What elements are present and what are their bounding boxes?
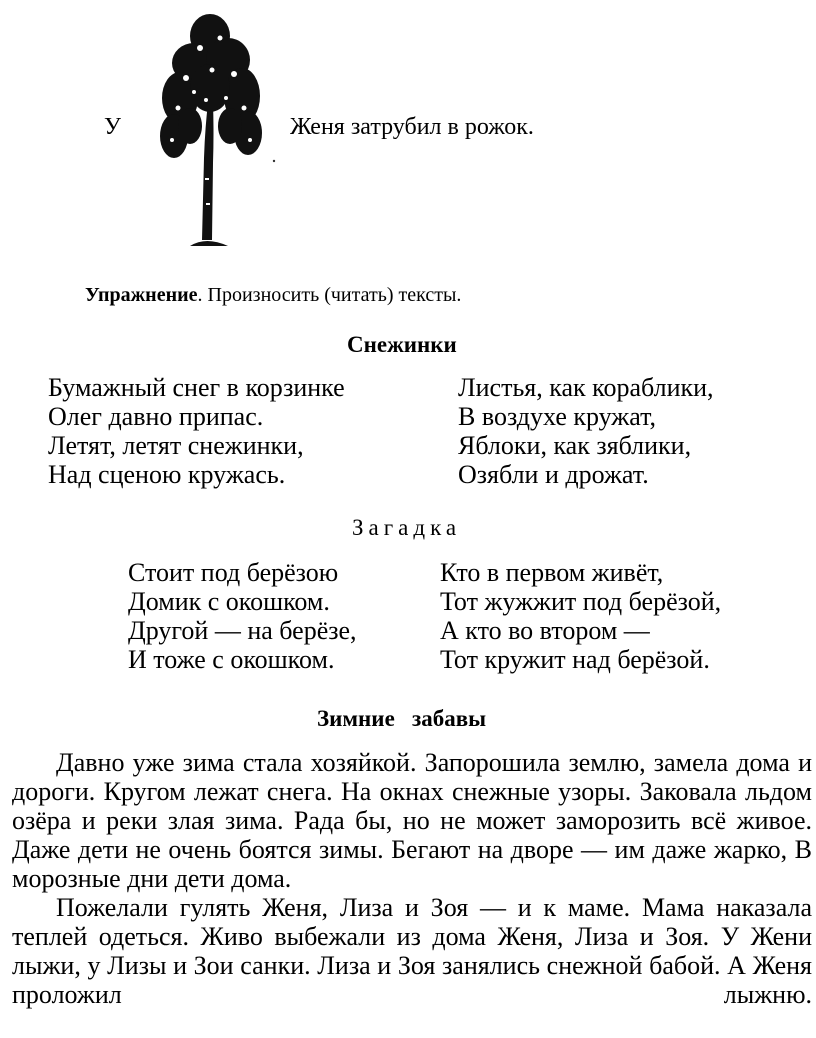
- story-paragraph: Давно уже зима стала хозяйкой. Запорошила землю, замела дома и дороги. Кругом лежат снега. На окнах снежные узоры. Заковала льдом озёра и реки злая зима. Рада бы, но не может заморозить всё живое. Даже дети не очень боятся зимы. Бегают на дворе — им даже жарко, В морозные дни дети дома.: [12, 748, 812, 893]
- poem-line: Олег давно припас.: [48, 402, 264, 431]
- birch-tree-icon: [150, 8, 280, 248]
- poem1-title: Снежинки: [347, 332, 457, 357]
- poem-line: Над сценою кружась.: [48, 460, 286, 489]
- poem2-left-column: [128, 558, 357, 674]
- poem-line: В воздухе кружат,: [458, 402, 657, 431]
- poem-line: Кто в первом живёт,: [440, 558, 664, 587]
- poem-line: И тоже с окошком.: [128, 645, 335, 674]
- top-letter: У: [104, 114, 121, 140]
- poem-line: Яблоки, как зяблики,: [458, 431, 692, 460]
- poem-line: Стоит под берёзою: [128, 558, 339, 587]
- story-paragraph: Пожелали гулять Женя, Лиза и Зоя — и к маме. Мама наказала теплей одеться. Живо выбежали из дома Женя, Лиза и Зоя. У Жени лыжи, у Лизы и Зои санки. Лиза и Зоя занялись снежной бабой. А Женя проложил лыжню.: [12, 893, 812, 1009]
- poem-line: А кто во втором —: [440, 616, 650, 645]
- poem-line: Домик с окошком.: [128, 587, 330, 616]
- poem-line: Тот жужжит под берёзой,: [440, 587, 722, 616]
- exercise-instruction: [85, 284, 461, 307]
- poem1-right-column: [458, 373, 714, 489]
- poem-line: Летят, летят снежинки,: [48, 431, 304, 460]
- exercise-label: Упражнение: [85, 284, 198, 306]
- poem-line: Озябли и дрожат.: [458, 460, 649, 489]
- poem2-title: Загадка: [352, 515, 462, 540]
- top-sentence: Женя затрубил в рожок.: [290, 114, 534, 140]
- story-body: [12, 748, 812, 1009]
- exercise-text: . Произносить (читать) тексты.: [197, 284, 462, 306]
- story-title: Зимние забавы: [317, 706, 487, 731]
- poem-line: Бумажный снег в корзинке: [48, 373, 345, 402]
- poem2-right-column: [440, 558, 721, 674]
- poem1-left-column: [48, 373, 345, 489]
- poem-line: Другой — на берёзе,: [128, 616, 357, 645]
- poem-line: Тот кружит над берёзой.: [440, 645, 710, 674]
- poem-line: Листья, как кораблики,: [458, 373, 714, 402]
